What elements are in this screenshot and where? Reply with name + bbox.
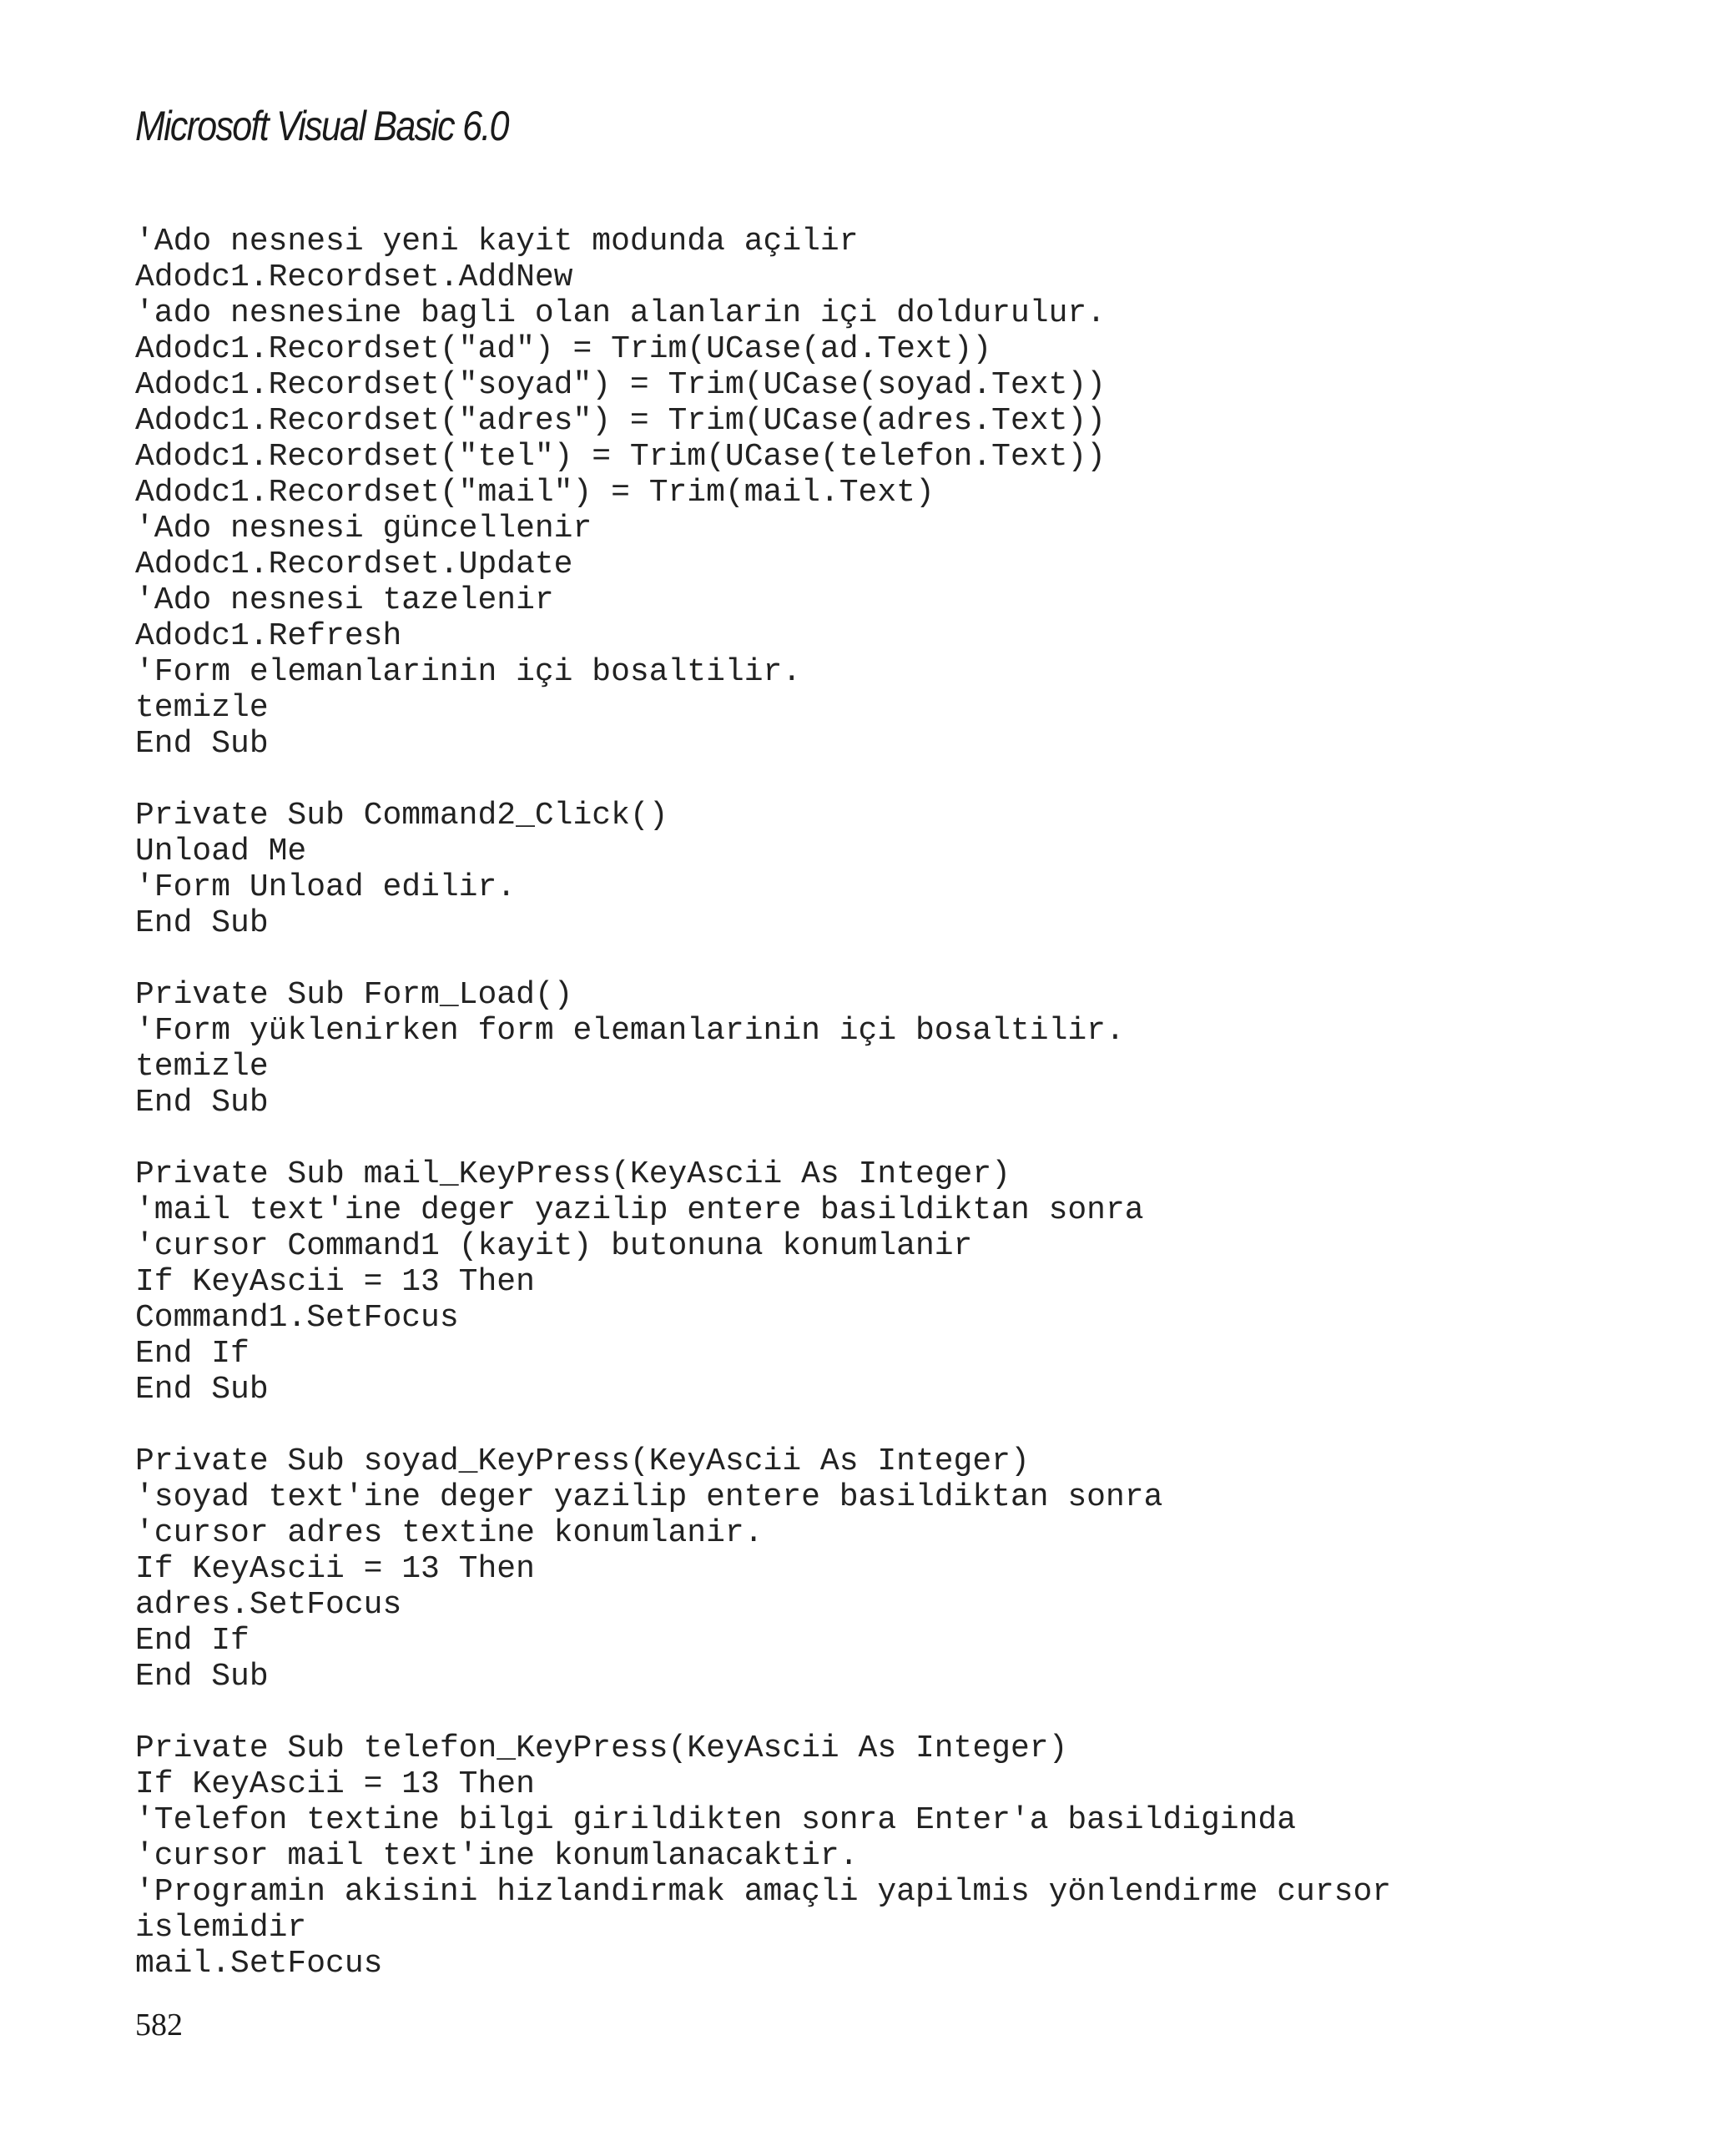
code-line: 'cursor adres textine konumlanir.: [135, 1515, 764, 1551]
code-line: [135, 1695, 1637, 1730]
code-line: 'Ado nesnesi güncellenir: [135, 511, 592, 547]
code-line: 'Form elemanlarinin içi bosaltilir.: [135, 654, 802, 690]
code-line: temizle: [135, 690, 269, 726]
code-line: Unload Me: [135, 834, 307, 869]
code-line: Private Sub telefon_KeyPress(KeyAscii As Integer): [135, 1730, 1068, 1766]
code-line: Adodc1.Recordset("soyad") = Trim(UCase(soyad.Text)): [135, 367, 1106, 403]
code-line: mail.SetFocus: [135, 1946, 383, 1982]
code-line: Adodc1.Recordset("adres") = Trim(UCase(adres.Text)): [135, 403, 1106, 439]
page-number: 582: [135, 2007, 183, 2043]
code-line: End Sub: [135, 1372, 269, 1408]
code-line: 'cursor Command1 (kayit) butonuna konumlanir: [135, 1228, 973, 1264]
code-line: adres.SetFocus: [135, 1587, 402, 1623]
code-line: End If: [135, 1336, 250, 1372]
code-line: Adodc1.Recordset.AddNew: [135, 259, 573, 295]
code-line: 'mail text'ine deger yazilip entere basildiktan sonra: [135, 1192, 1144, 1228]
code-listing: [135, 224, 1637, 1982]
code-line: 'Form Unload edilir.: [135, 869, 517, 905]
running-header: Microsoft Visual Basic 6.0: [135, 103, 508, 149]
code-line: Adodc1.Recordset("mail") = Trim(mail.Text): [135, 475, 935, 511]
code-line: 'cursor mail text'ine konumlanacaktir.: [135, 1838, 859, 1874]
code-line: [135, 1121, 1637, 1156]
code-line: End Sub: [135, 726, 269, 762]
code-line: End If: [135, 1623, 250, 1659]
code-line: End Sub: [135, 905, 269, 941]
code-line: Command1.SetFocus: [135, 1300, 459, 1336]
code-line: Private Sub Form_Load(): [135, 977, 573, 1013]
code-line: End Sub: [135, 1085, 269, 1121]
code-line: [135, 1408, 1637, 1443]
code-line: Adodc1.Recordset("tel") = Trim(UCase(telefon.Text)): [135, 439, 1106, 475]
code-line: temizle: [135, 1049, 269, 1085]
code-line: 'Programin akisini hizlandirmak amaçli yapilmis yönlendirme cursor: [135, 1874, 1392, 1910]
code-line: [135, 762, 1637, 798]
code-line: 'ado nesnesine bagli olan alanlarin içi doldurulur.: [135, 295, 1106, 331]
code-line: 'Ado nesnesi yeni kayit modunda açilir: [135, 224, 859, 259]
code-line: If KeyAscii = 13 Then: [135, 1766, 535, 1802]
code-line: Adodc1.Refresh: [135, 618, 402, 654]
code-line: If KeyAscii = 13 Then: [135, 1264, 535, 1300]
code-line: islemidir: [135, 1910, 307, 1946]
code-line: Adodc1.Recordset.Update: [135, 547, 573, 582]
code-line: Private Sub mail_KeyPress(KeyAscii As Integer): [135, 1156, 1011, 1192]
code-line: Private Sub Command2_Click(): [135, 798, 668, 834]
code-line: 'soyad text'ine deger yazilip entere basildiktan sonra: [135, 1479, 1163, 1515]
code-line: 'Telefon textine bilgi girildikten sonra Enter'a basildiginda: [135, 1802, 1297, 1838]
code-line: [135, 941, 1637, 977]
code-line: 'Ado nesnesi tazelenir: [135, 582, 554, 618]
code-line: If KeyAscii = 13 Then: [135, 1551, 535, 1587]
code-line: Adodc1.Recordset("ad") = Trim(UCase(ad.Text)): [135, 331, 992, 367]
code-line: End Sub: [135, 1659, 269, 1695]
code-line: Private Sub soyad_KeyPress(KeyAscii As Integer): [135, 1443, 1030, 1479]
code-line: 'Form yüklenirken form elemanlarinin içi bosaltilir.: [135, 1013, 1125, 1049]
